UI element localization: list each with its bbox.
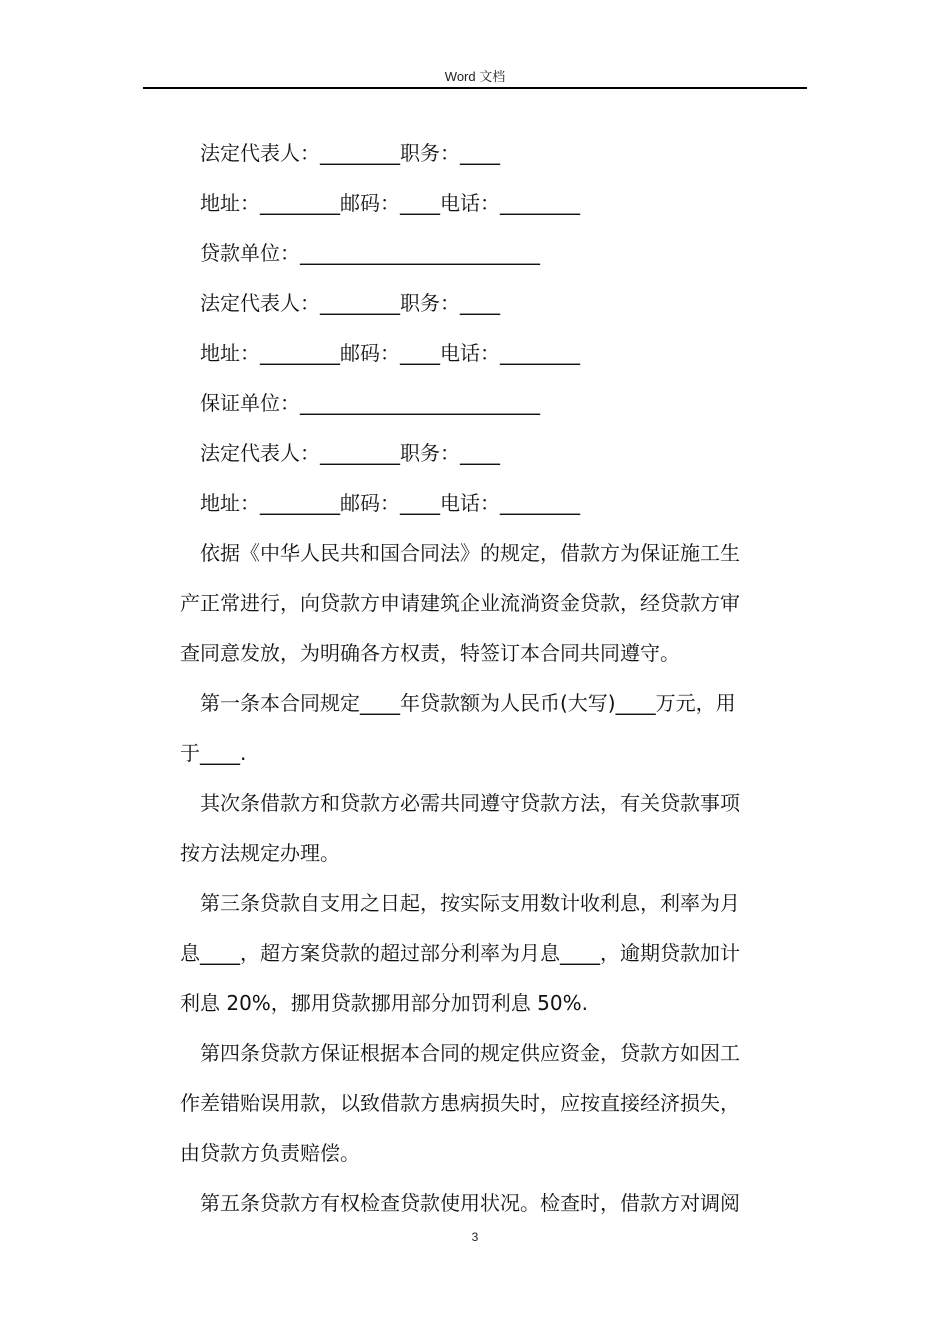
body-line: 地址：________邮码：____电话：________ bbox=[200, 491, 580, 515]
paragraph-start: 其次条借款方和贷款方必需共同遵守贷款方法，有关贷款事项 bbox=[200, 791, 740, 815]
paragraph-start: 第五条贷款方有权检查贷款使用状况。检查时，借款方对调阅 bbox=[200, 1191, 740, 1215]
page-number: 3 bbox=[471, 1230, 479, 1244]
body-line: 地址：________邮码：____电话：________ bbox=[200, 341, 580, 365]
body-line: 保证单位：________________________ bbox=[200, 391, 540, 415]
body-line: 法定代表人：________职务：____ bbox=[200, 141, 500, 165]
body-line: 作差错贻误用款，以致借款方患病损失时，应按直接经济损失， bbox=[180, 1091, 740, 1115]
body-line: 利息 20%，挪用贷款挪用部分加罚利息 50%. bbox=[180, 991, 588, 1015]
body-line: 息____，超方案贷款的超过部分利率为月息____，逾期贷款加计 bbox=[180, 941, 740, 965]
paragraph-start: 第一条本合同规定____年贷款额为人民币(大写)____万元，用 bbox=[200, 691, 736, 715]
body-line: 查同意发放，为明确各方权责，特签订本合同共同遵守。 bbox=[180, 641, 680, 665]
paragraph-start: 第四条贷款方保证根据本合同的规定供应资金，贷款方如因工 bbox=[200, 1041, 740, 1065]
header-divider bbox=[143, 87, 807, 89]
body-line: 法定代表人：________职务：____ bbox=[200, 441, 500, 465]
body-line: 按方法规定办理。 bbox=[180, 841, 340, 865]
body-line: 于____. bbox=[180, 741, 247, 765]
paragraph-start: 依据《中华人民共和国合同法》的规定，借款方为保证施工生 bbox=[200, 541, 740, 565]
body-line: 地址：________邮码：____电话：________ bbox=[200, 191, 580, 215]
paragraph-start: 第三条贷款自支用之日起，按实际支用数计收利息，利率为月 bbox=[200, 891, 740, 915]
body-line: 由贷款方负责赔偿。 bbox=[180, 1141, 360, 1165]
body-line: 贷款单位：________________________ bbox=[200, 241, 540, 265]
page-header: Word 文档 bbox=[444, 69, 506, 84]
body-line: 产正常进行，向贷款方申请建筑企业流淌资金贷款，经贷款方审 bbox=[180, 591, 740, 615]
body-line: 法定代表人：________职务：____ bbox=[200, 291, 500, 315]
document-body bbox=[180, 128, 805, 1228]
